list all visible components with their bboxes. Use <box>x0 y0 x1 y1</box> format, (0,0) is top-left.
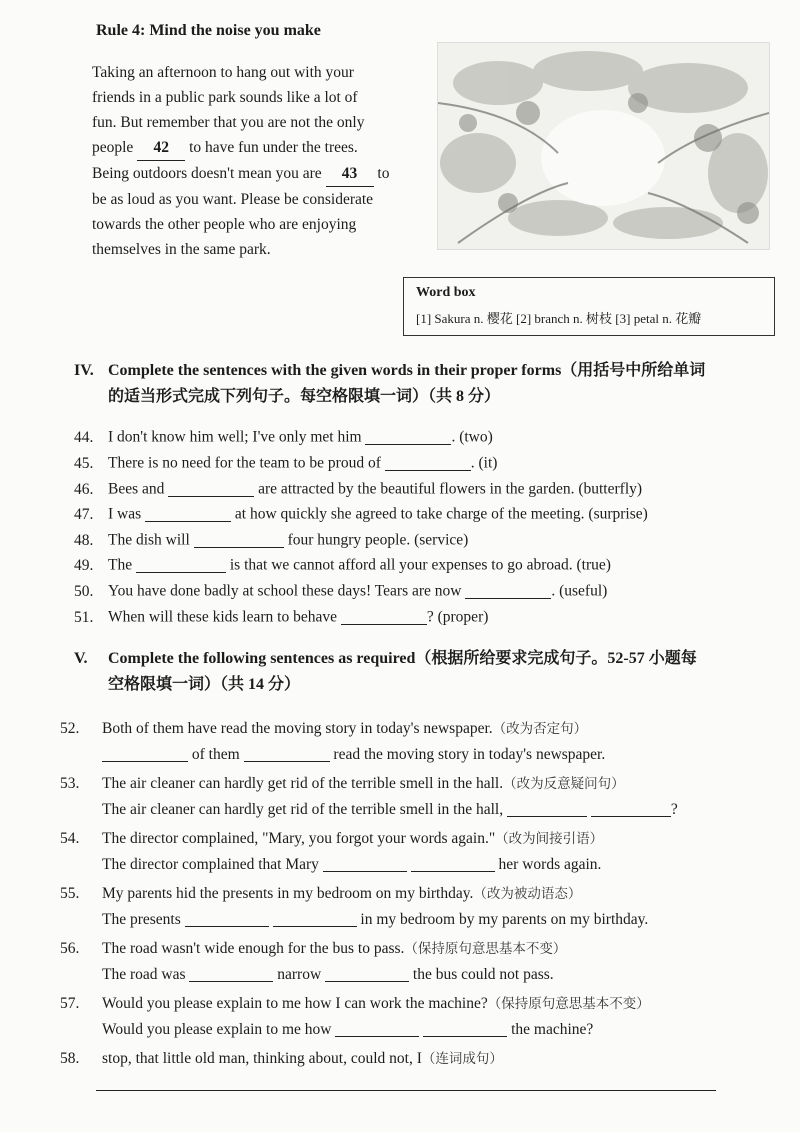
answer-blank[interactable] <box>591 801 671 818</box>
question-number: 45. <box>74 454 94 472</box>
passage-line: themselves in the same park. <box>92 241 271 258</box>
question-text: There is no need for the team to be proud of <box>108 454 385 472</box>
passage-text: people <box>92 139 138 156</box>
section-iv-heading <box>74 358 705 410</box>
word-box-title: Word box <box>416 285 476 300</box>
section-v-heading <box>74 646 697 698</box>
section-instruction-cont: 的适当形式完成下列句子。每空格限填一词）（共 8 分） <box>108 388 501 405</box>
blank-42[interactable]: 42 <box>137 135 185 161</box>
passage-line <box>92 161 432 187</box>
question-text: The road was <box>102 966 190 983</box>
answer-blank[interactable] <box>385 454 471 471</box>
question-text: narrow <box>273 966 326 983</box>
question-text: at how quickly she agreed to take charge of the meeting. (surprise) <box>231 505 648 523</box>
question-text: are attracted by the beautiful flowers in the garden. (butterfly) <box>254 480 643 498</box>
question-44 <box>74 428 493 447</box>
question-text: ? <box>670 801 678 818</box>
question-54 <box>60 826 603 878</box>
question-52 <box>60 716 605 768</box>
question-53 <box>60 771 678 823</box>
answer-blank[interactable] <box>102 746 188 763</box>
question-48 <box>74 531 468 550</box>
question-text: The air cleaner can hardly get rid of the terrible smell in the hall, <box>102 801 507 818</box>
question-text: of them <box>188 746 244 763</box>
answer-blank[interactable] <box>244 746 330 763</box>
passage-line: fun. But remember that you are not the only <box>92 114 365 131</box>
question-text: . (two) <box>451 428 493 446</box>
question-hint: （连词成句） <box>421 1051 503 1066</box>
question-45 <box>74 454 497 473</box>
section-instruction-cont: 空格限填一词）（共 14 分） <box>108 676 301 693</box>
question-50 <box>74 582 607 601</box>
answer-blank[interactable] <box>365 428 451 445</box>
question-text: Bees and <box>108 480 169 498</box>
question-text: The <box>108 556 136 574</box>
rule-title: Rule 4: Mind the noise you make <box>96 22 321 39</box>
passage-text: Being outdoors doesn't mean you are <box>92 165 326 182</box>
question-text: I don't know him well; I've only met him <box>108 428 366 446</box>
question-47 <box>74 505 648 524</box>
question-text: the machine? <box>507 1021 594 1038</box>
question-number: 54. <box>60 830 80 847</box>
question-text: four hungry people. (service) <box>283 531 469 549</box>
question-55 <box>60 881 648 933</box>
question-text: stop, that little old man, thinking about, could not, I <box>102 1050 422 1067</box>
passage-line: Taking an afternoon to hang out with your <box>92 64 354 81</box>
question-text: The director complained, "Mary, you forgot your words again." <box>102 830 496 847</box>
answer-blank[interactable] <box>507 801 587 818</box>
question-number: 57. <box>60 995 80 1012</box>
answer-blank[interactable] <box>323 856 407 873</box>
answer-blank[interactable] <box>189 966 273 983</box>
question-number: 52. <box>60 720 80 737</box>
answer-blank[interactable] <box>168 480 254 497</box>
question-number: 49. <box>74 556 94 574</box>
answer-blank[interactable] <box>423 1021 507 1038</box>
blank-43[interactable]: 43 <box>326 161 374 187</box>
answer-blank[interactable] <box>335 1021 419 1038</box>
question-number: 55. <box>60 885 80 902</box>
passage-line: be as loud as you want. Please be considerate <box>92 191 374 208</box>
question-text: . (it) <box>470 454 498 472</box>
section-number: IV. <box>74 362 94 379</box>
question-text: the bus could not pass. <box>409 966 554 983</box>
passage-text: to have fun under the trees. <box>185 139 358 156</box>
question-text: The dish will <box>108 531 194 549</box>
question-text: in my bedroom by my parents on my birthday. <box>356 911 649 928</box>
question-number: 46. <box>74 480 94 498</box>
question-number: 58. <box>60 1050 80 1067</box>
question-text: The road wasn't wide enough for the bus to pass. <box>102 940 405 957</box>
question-number: 44. <box>74 428 94 446</box>
question-number: 51. <box>74 608 94 626</box>
question-number: 53. <box>60 775 80 792</box>
answer-blank[interactable] <box>341 608 427 625</box>
section-number: V. <box>74 650 88 667</box>
question-58 <box>60 1046 503 1072</box>
question-hint: （改为被动语态） <box>473 886 582 901</box>
word-box <box>403 277 775 336</box>
question-hint: （保持原句意思基本不变） <box>487 996 650 1011</box>
answer-blank[interactable] <box>194 531 284 548</box>
question-text: . (useful) <box>551 582 608 600</box>
question-text: The director complained that Mary <box>102 856 323 873</box>
question-text: Would you please explain to me how <box>102 1021 336 1038</box>
question-number: 56. <box>60 940 80 957</box>
question-hint: （保持原句意思基本不变） <box>404 941 567 956</box>
question-text: My parents hid the presents in my bedroom on my birthday. <box>102 885 474 902</box>
word-box-entries: [1] Sakura n. 樱花 [2] branch n. 树枝 [3] petal n. 花瓣 <box>416 311 702 326</box>
question-text: Would you please explain to me how I can work the machine? <box>102 995 488 1012</box>
sakura-photo <box>437 42 770 250</box>
passage-text: to <box>373 165 390 182</box>
question-text: is that we cannot afford all your expenses to go abroad. (true) <box>225 556 611 574</box>
question-46 <box>74 480 642 499</box>
section-instruction: Complete the following sentences as required（根据所给要求完成句子。52-57 小题每 <box>108 650 697 667</box>
question-text: The air cleaner can hardly get rid of the terrible smell in the hall. <box>102 775 504 792</box>
question-hint: （改为否定句） <box>492 721 588 736</box>
question-text: I was <box>108 505 146 523</box>
passage-line <box>92 135 432 161</box>
passage-line: friends in a public park sounds like a lot of <box>92 89 358 106</box>
answer-blank[interactable] <box>136 556 226 573</box>
question-57 <box>60 991 650 1043</box>
question-text: Both of them have read the moving story in today's newspaper. <box>102 720 493 737</box>
section-instruction: Complete the sentences with the given words in their proper forms（用括号中所给单词 <box>108 362 706 379</box>
question-text: her words again. <box>494 856 602 873</box>
question-number: 48. <box>74 531 94 549</box>
answer-blank[interactable] <box>273 911 357 928</box>
rule-passage <box>92 60 432 262</box>
question-49 <box>74 556 611 575</box>
answer-line[interactable] <box>96 1090 716 1091</box>
answer-blank[interactable] <box>411 856 495 873</box>
question-text: You have done badly at school these days! Tears are now <box>108 582 466 600</box>
question-text: The presents <box>102 911 185 928</box>
question-56 <box>60 936 566 988</box>
question-text: When will these kids learn to behave <box>108 608 341 626</box>
question-text: ? (proper) <box>426 608 489 626</box>
answer-blank[interactable] <box>325 966 409 983</box>
question-number: 50. <box>74 582 94 600</box>
answer-blank[interactable] <box>145 505 231 522</box>
sakura-tree-image <box>438 43 769 249</box>
question-number: 47. <box>74 505 94 523</box>
question-hint: （改为间接引语） <box>495 831 604 846</box>
answer-blank[interactable] <box>185 911 269 928</box>
question-51 <box>74 608 488 627</box>
question-text: read the moving story in today's newspaper. <box>329 746 606 763</box>
answer-blank[interactable] <box>465 582 551 599</box>
question-hint: （改为反意疑问句） <box>503 776 625 791</box>
passage-line: towards the other people who are enjoying <box>92 216 357 233</box>
